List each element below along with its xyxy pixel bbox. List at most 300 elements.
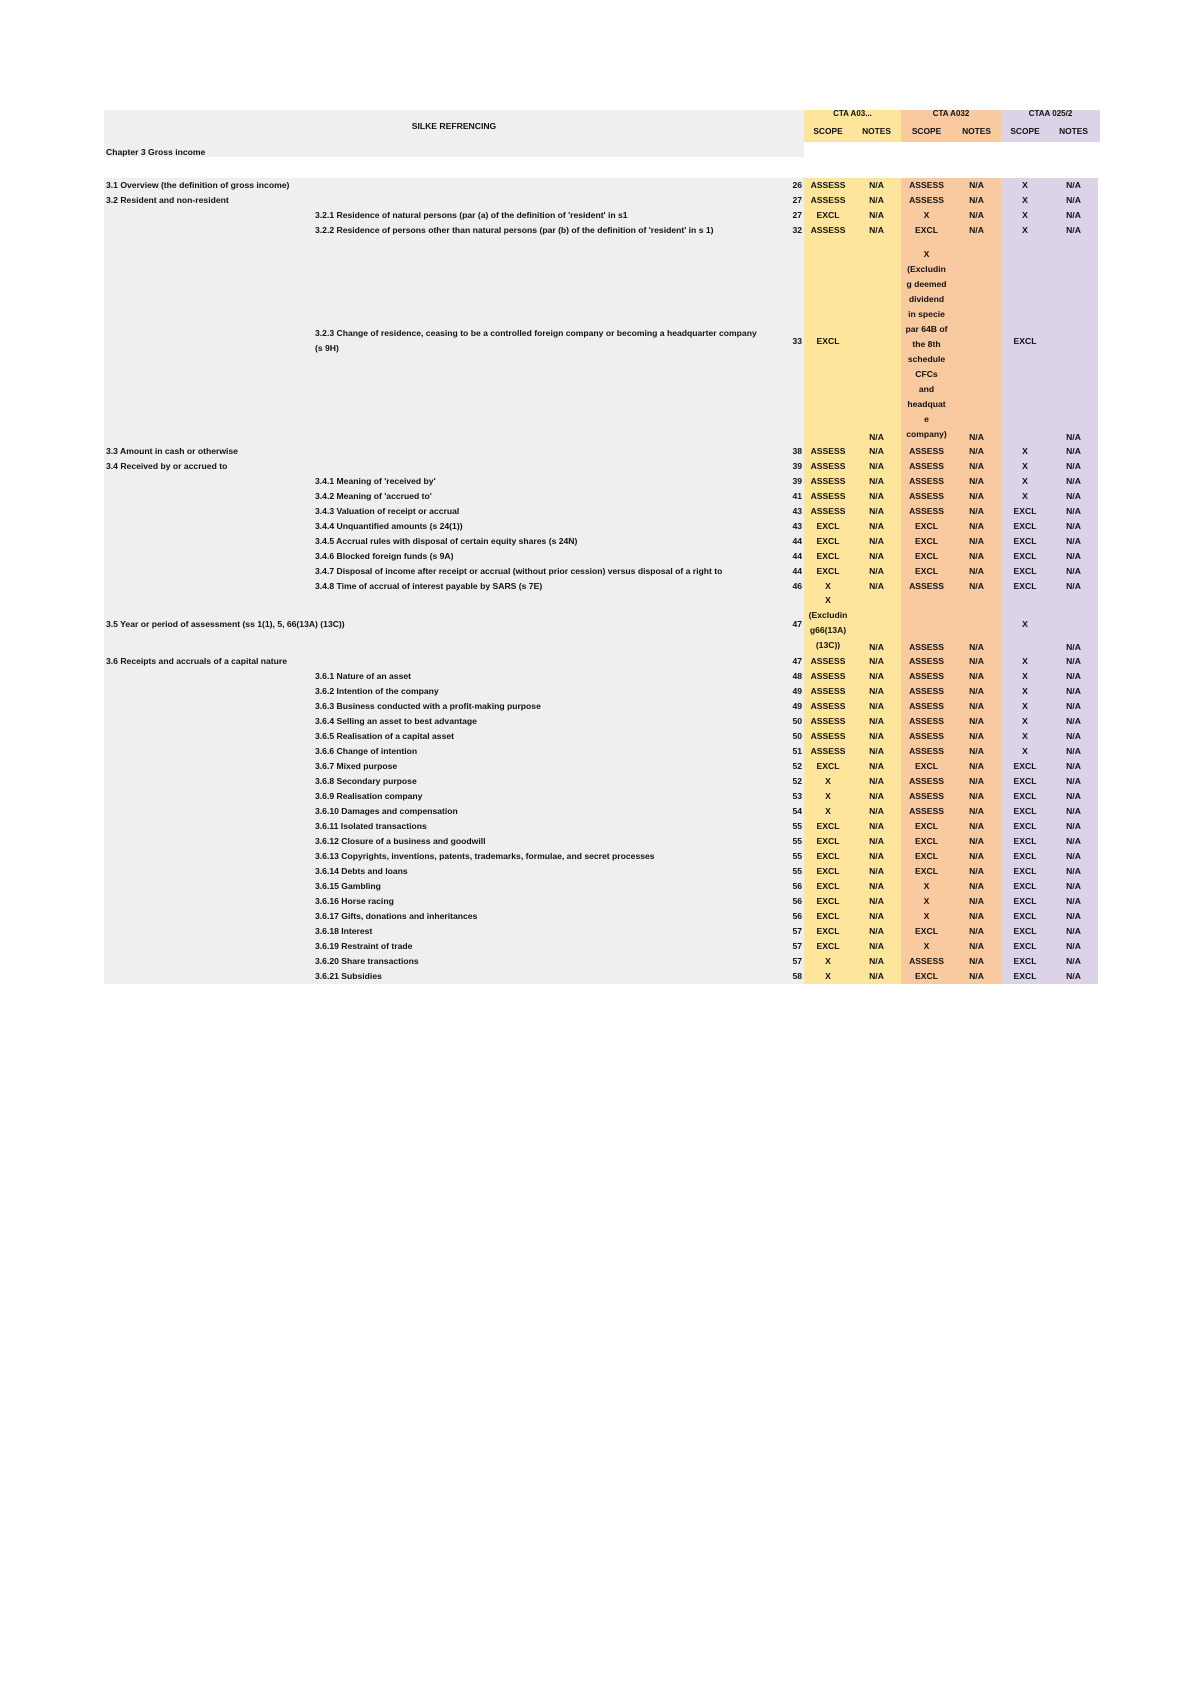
table-row [104, 208, 1100, 223]
section-label: 3.3 Amount in cash or otherwise [104, 444, 313, 459]
notes-value: N/A [852, 444, 901, 459]
scope-header: SCOPE [911, 126, 942, 137]
table-row [104, 744, 1100, 759]
subsection-label: 3.6.20 Share transactions [313, 954, 758, 969]
notes-value: N/A [952, 819, 1001, 834]
notes-value: N/A [1049, 939, 1098, 954]
group-title: CTA A032 [932, 109, 970, 118]
subsection-label: 3.6.21 Subsidies [313, 969, 758, 984]
notes-value: N/A [1049, 444, 1098, 459]
notes-value: N/A [952, 579, 1001, 594]
subsection-label: 3.2.2 Residence of persons other than natural persons (par (b) of the definition of 'resident' in s 1) [313, 223, 758, 238]
notes-value: N/A [852, 684, 901, 699]
scope-value: EXCL [1001, 849, 1049, 864]
table-row [104, 654, 1100, 669]
notes-value: N/A [1049, 669, 1098, 684]
subsection-label: 3.6.2 Intention of the company [313, 684, 758, 699]
scope-value: ASSESS [901, 729, 952, 744]
section-label [104, 894, 313, 909]
spreadsheet [104, 110, 1100, 984]
notes-value: N/A [1049, 729, 1098, 744]
table-row [104, 759, 1100, 774]
page-number: 56 [758, 909, 804, 924]
page-number: 43 [758, 519, 804, 534]
subsection-label: 3.4.7 Disposal of income after receipt or accrual (without prior cession) versus disposal of a right to [313, 564, 758, 579]
section-label [104, 774, 313, 789]
notes-value: N/A [1049, 579, 1098, 594]
page-number: 57 [758, 939, 804, 954]
page-number: 53 [758, 789, 804, 804]
notes-value: N/A [1049, 909, 1098, 924]
notes-value: N/A [1049, 879, 1098, 894]
table-row [104, 223, 1100, 238]
scope-value: ASSESS [901, 459, 952, 474]
scope-value: ASSESS [804, 684, 852, 699]
notes-value: N/A [1049, 594, 1098, 654]
notes-value: N/A [952, 879, 1001, 894]
section-label: 3.5 Year or period of assessment (ss 1(1), 5, 66(13A) (13C)) [104, 594, 758, 654]
subsection-label: 3.4.6 Blocked foreign funds (s 9A) [313, 549, 758, 564]
page-number: 50 [758, 729, 804, 744]
scope-value: X [901, 909, 952, 924]
notes-value: N/A [852, 564, 901, 579]
scope-value: EXCL [804, 909, 852, 924]
scope-value: EXCL [1001, 909, 1049, 924]
scope-value: ASSESS [804, 193, 852, 208]
notes-value: N/A [952, 474, 1001, 489]
table-row [104, 849, 1100, 864]
notes-value: N/A [1049, 489, 1098, 504]
scope-value: X [1001, 444, 1049, 459]
notes-value: N/A [1049, 744, 1098, 759]
scope-value: ASSESS [804, 744, 852, 759]
subsection-label [313, 654, 758, 669]
section-label [104, 579, 313, 594]
header-row [104, 110, 1100, 142]
subsection-label: 3.4.8 Time of accrual of interest payable by SARS (s 7E) [313, 579, 758, 594]
scope-value: EXCL [1001, 879, 1049, 894]
scope-value: EXCL [804, 534, 852, 549]
page-number: 38 [758, 444, 804, 459]
scope-value: X [1001, 654, 1049, 669]
scope-value: EXCL [901, 759, 952, 774]
table-row [104, 729, 1100, 744]
scope-value: EXCL [1001, 939, 1049, 954]
scope-value: ASSESS [804, 178, 852, 193]
notes-value: N/A [952, 924, 1001, 939]
scope-value: X [1001, 714, 1049, 729]
scope-value: EXCL [804, 208, 852, 223]
scope-value: EXCL [1001, 789, 1049, 804]
subsection-label: 3.6.5 Realisation of a capital asset [313, 729, 758, 744]
notes-value: N/A [952, 849, 1001, 864]
notes-value: N/A [952, 534, 1001, 549]
table-row [104, 489, 1100, 504]
notes-value: N/A [1049, 654, 1098, 669]
subsection-label [313, 193, 758, 208]
section-label [104, 669, 313, 684]
page-number: 57 [758, 924, 804, 939]
scope-value: EXCL [1001, 564, 1049, 579]
notes-value: N/A [1049, 459, 1098, 474]
section-label: 3.6 Receipts and accruals of a capital nature [104, 654, 313, 669]
scope-value: EXCL [1001, 774, 1049, 789]
table-row [104, 894, 1100, 909]
section-label [104, 489, 313, 504]
table-row [104, 819, 1100, 834]
scope-value: X [1001, 729, 1049, 744]
scope-value: EXCL [901, 924, 952, 939]
table-row [104, 684, 1100, 699]
scope-value: ASSESS [901, 504, 952, 519]
page-number: 27 [758, 208, 804, 223]
scope-value: ASSESS [804, 669, 852, 684]
scope-value: EXCL [901, 864, 952, 879]
subsection-label: 3.6.1 Nature of an asset [313, 669, 758, 684]
section-label [104, 744, 313, 759]
section-label [104, 729, 313, 744]
scope-value: ASSESS [901, 774, 952, 789]
chapter-row [104, 142, 1100, 178]
table-row [104, 804, 1100, 819]
notes-value: N/A [852, 549, 901, 564]
page-number: 44 [758, 564, 804, 579]
scope-value: EXCL [1001, 894, 1049, 909]
scope-value: ASSESS [804, 444, 852, 459]
notes-value: N/A [952, 178, 1001, 193]
notes-value: N/A [852, 939, 901, 954]
scope-value: EXCL [1001, 519, 1049, 534]
notes-value: N/A [952, 684, 1001, 699]
section-label [104, 924, 313, 939]
scope-value: ASSESS [901, 684, 952, 699]
scope-value: ASSESS [901, 699, 952, 714]
scope-value: X [804, 804, 852, 819]
group-title: CTA A03... [833, 109, 872, 118]
notes-value: N/A [1049, 924, 1098, 939]
subsection-label: 3.6.18 Interest [313, 924, 758, 939]
notes-value: N/A [952, 789, 1001, 804]
notes-value: N/A [952, 238, 1001, 444]
scope-value: EXCL [804, 924, 852, 939]
subsection-label: 3.2.3 Change of residence, ceasing to be a controlled foreign company or becoming a headquarter company (s 9H) [313, 238, 758, 444]
section-label [104, 789, 313, 804]
scope-value: EXCL [901, 519, 952, 534]
notes-value: N/A [852, 789, 901, 804]
scope-value: EXCL [804, 238, 852, 444]
notes-value: N/A [852, 714, 901, 729]
notes-value: N/A [852, 819, 901, 834]
table-row [104, 459, 1100, 474]
subsection-label: 3.6.6 Change of intention [313, 744, 758, 759]
page-number: 27 [758, 193, 804, 208]
scope-value: EXCL [901, 849, 952, 864]
scope-value: ASSESS [901, 804, 952, 819]
notes-value: N/A [852, 849, 901, 864]
scope-value: X [1001, 744, 1049, 759]
group-cta-a032 [901, 110, 1001, 142]
notes-value: N/A [952, 969, 1001, 984]
group-ctaa-025 [1001, 110, 1100, 142]
scope-value: X [804, 579, 852, 594]
scope-value: ASSESS [804, 459, 852, 474]
scope-value: X [901, 879, 952, 894]
scope-value: EXCL [1001, 534, 1049, 549]
scope-value: EXCL [1001, 819, 1049, 834]
table-row [104, 579, 1100, 594]
section-label [104, 549, 313, 564]
chapter-title: Chapter 3 Gross income [104, 142, 804, 157]
scope-value: X [1001, 193, 1049, 208]
notes-value: N/A [1049, 864, 1098, 879]
scope-value: X [1001, 669, 1049, 684]
notes-value: N/A [952, 894, 1001, 909]
subsection-label: 3.6.9 Realisation company [313, 789, 758, 804]
subsection-label [313, 178, 758, 193]
scope-value: ASSESS [901, 178, 952, 193]
notes-value: N/A [852, 193, 901, 208]
subsection-label: 3.6.16 Horse racing [313, 894, 758, 909]
section-label [104, 504, 313, 519]
scope-value: EXCL [804, 519, 852, 534]
subsection-label: 3.4.1 Meaning of 'received by' [313, 474, 758, 489]
notes-value: N/A [1049, 789, 1098, 804]
table-row [104, 924, 1100, 939]
scope-value: EXCL [901, 969, 952, 984]
scope-value: EXCL [804, 849, 852, 864]
table-row [104, 834, 1100, 849]
section-label [104, 699, 313, 714]
notes-value: N/A [1049, 549, 1098, 564]
scope-header: SCOPE [813, 126, 843, 137]
page-number: 46 [758, 579, 804, 594]
notes-value: N/A [1049, 684, 1098, 699]
scope-value: EXCL [804, 894, 852, 909]
scope-value: X [901, 894, 952, 909]
scope-value: EXCL [804, 564, 852, 579]
notes-value: N/A [952, 714, 1001, 729]
scope-value: ASSESS [901, 744, 952, 759]
table-row [104, 549, 1100, 564]
scope-value: EXCL [901, 534, 952, 549]
subsection-label: 3.2.1 Residence of natural persons (par (a) of the definition of 'resident' in s1 [313, 208, 758, 223]
notes-value: N/A [1049, 819, 1098, 834]
subsection-label [313, 459, 758, 474]
notes-value: N/A [1049, 474, 1098, 489]
subsection-label: 3.6.10 Damages and compensation [313, 804, 758, 819]
section-label [104, 714, 313, 729]
notes-value: N/A [952, 459, 1001, 474]
page-number: 26 [758, 178, 804, 193]
scope-value-multiline: X (Excludin g deemed dividend in specie par 64B of the 8th schedule CFCs and headquat e company) [901, 238, 952, 444]
scope-value: EXCL [1001, 864, 1049, 879]
notes-value: N/A [1049, 849, 1098, 864]
page-number: 56 [758, 879, 804, 894]
notes-value: N/A [1049, 223, 1098, 238]
page-number: 50 [758, 714, 804, 729]
notes-value: N/A [1049, 564, 1098, 579]
scope-value: EXCL [901, 564, 952, 579]
table-row [104, 864, 1100, 879]
scope-value: X [1001, 699, 1049, 714]
scope-value: ASSESS [901, 594, 952, 654]
notes-value: N/A [952, 208, 1001, 223]
table-row [104, 714, 1100, 729]
scope-value: ASSESS [901, 669, 952, 684]
page-number: 55 [758, 834, 804, 849]
notes-header: NOTES [962, 126, 991, 137]
scope-value: EXCL [804, 759, 852, 774]
scope-value: X [804, 969, 852, 984]
table-row [104, 534, 1100, 549]
scope-value: EXCL [1001, 549, 1049, 564]
notes-value: N/A [1049, 504, 1098, 519]
page-number: 41 [758, 489, 804, 504]
scope-value: ASSESS [901, 579, 952, 594]
notes-header: NOTES [862, 126, 891, 137]
table-row [104, 519, 1100, 534]
notes-value: N/A [1049, 954, 1098, 969]
scope-value: ASSESS [901, 489, 952, 504]
notes-value: N/A [852, 894, 901, 909]
notes-value: N/A [952, 699, 1001, 714]
scope-value: X [901, 208, 952, 223]
notes-value: N/A [952, 804, 1001, 819]
section-label [104, 909, 313, 924]
section-label [104, 534, 313, 549]
section-label [104, 864, 313, 879]
scope-value: EXCL [804, 819, 852, 834]
page-number: 52 [758, 774, 804, 789]
notes-value: N/A [952, 223, 1001, 238]
notes-value: N/A [952, 519, 1001, 534]
notes-value: N/A [952, 774, 1001, 789]
page-number: 48 [758, 669, 804, 684]
notes-value: N/A [1049, 193, 1098, 208]
scope-value: ASSESS [804, 714, 852, 729]
notes-value: N/A [1049, 699, 1098, 714]
page-number: 39 [758, 474, 804, 489]
scope-value: EXCL [901, 834, 952, 849]
notes-value: N/A [852, 504, 901, 519]
notes-value: N/A [952, 834, 1001, 849]
scope-header: SCOPE [1010, 126, 1040, 137]
page-number: 54 [758, 804, 804, 819]
notes-value: N/A [852, 864, 901, 879]
page-number: 55 [758, 849, 804, 864]
notes-value: N/A [852, 474, 901, 489]
notes-value: N/A [952, 564, 1001, 579]
scope-value: ASSESS [901, 954, 952, 969]
notes-value: N/A [852, 699, 901, 714]
page-number: 43 [758, 504, 804, 519]
table-row [104, 474, 1100, 489]
scope-value: ASSESS [901, 444, 952, 459]
notes-value: N/A [952, 504, 1001, 519]
notes-value: N/A [1049, 178, 1098, 193]
page-number: 47 [758, 594, 804, 654]
notes-value: N/A [952, 864, 1001, 879]
subsection-label: 3.6.19 Restraint of trade [313, 939, 758, 954]
notes-value: N/A [852, 579, 901, 594]
scope-value: EXCL [804, 549, 852, 564]
scope-value: EXCL [1001, 804, 1049, 819]
notes-value: N/A [852, 223, 901, 238]
section-label [104, 759, 313, 774]
section-label: 3.1 Overview (the definition of gross income) [104, 178, 313, 193]
section-label [104, 939, 313, 954]
page-number: 33 [758, 238, 804, 444]
scope-value: EXCL [1001, 759, 1049, 774]
notes-value: N/A [1049, 714, 1098, 729]
table-row [104, 879, 1100, 894]
subsection-label: 3.6.7 Mixed purpose [313, 759, 758, 774]
section-label [104, 223, 313, 238]
notes-value: N/A [952, 954, 1001, 969]
scope-value: EXCL [1001, 924, 1049, 939]
subsection-label: 3.6.8 Secondary purpose [313, 774, 758, 789]
table-row [104, 774, 1100, 789]
page-number: 49 [758, 699, 804, 714]
scope-value: EXCL [901, 223, 952, 238]
section-label [104, 564, 313, 579]
notes-value: N/A [852, 594, 901, 654]
scope-value: ASSESS [804, 654, 852, 669]
notes-value: N/A [852, 534, 901, 549]
notes-value: N/A [952, 489, 1001, 504]
notes-value: N/A [952, 729, 1001, 744]
scope-value: X [901, 939, 952, 954]
notes-value: N/A [952, 759, 1001, 774]
scope-value: X [804, 789, 852, 804]
subsection-label [313, 444, 758, 459]
scope-value: X [1001, 474, 1049, 489]
scope-value: ASSESS [804, 504, 852, 519]
scope-value: X [804, 774, 852, 789]
notes-value: N/A [952, 444, 1001, 459]
scope-value: EXCL [804, 879, 852, 894]
scope-value: ASSESS [901, 193, 952, 208]
table-row [104, 939, 1100, 954]
scope-value: X [1001, 208, 1049, 223]
page-number: 55 [758, 864, 804, 879]
subsection-label: 3.6.17 Gifts, donations and inheritances [313, 909, 758, 924]
subsection-label: 3.6.13 Copyrights, inventions, patents, trademarks, formulae, and secret processes [313, 849, 758, 864]
section-label [104, 519, 313, 534]
notes-value: N/A [952, 744, 1001, 759]
notes-value: N/A [952, 654, 1001, 669]
subsection-label: 3.6.12 Closure of a business and goodwill [313, 834, 758, 849]
scope-value: EXCL [1001, 579, 1049, 594]
subsection-label: 3.6.11 Isolated transactions [313, 819, 758, 834]
table-row [104, 178, 1100, 193]
notes-value: N/A [852, 744, 901, 759]
notes-value: N/A [852, 759, 901, 774]
scope-value: X [804, 954, 852, 969]
notes-value: N/A [852, 954, 901, 969]
table-row [104, 669, 1100, 684]
section-label: 3.4 Received by or accrued to [104, 459, 313, 474]
page-number: 44 [758, 549, 804, 564]
notes-value: N/A [852, 969, 901, 984]
subsection-label: 3.6.14 Debts and loans [313, 864, 758, 879]
page-number: 44 [758, 534, 804, 549]
notes-value: N/A [852, 924, 901, 939]
section-label [104, 684, 313, 699]
notes-value: N/A [852, 459, 901, 474]
section-label [104, 804, 313, 819]
section-label [104, 208, 313, 223]
